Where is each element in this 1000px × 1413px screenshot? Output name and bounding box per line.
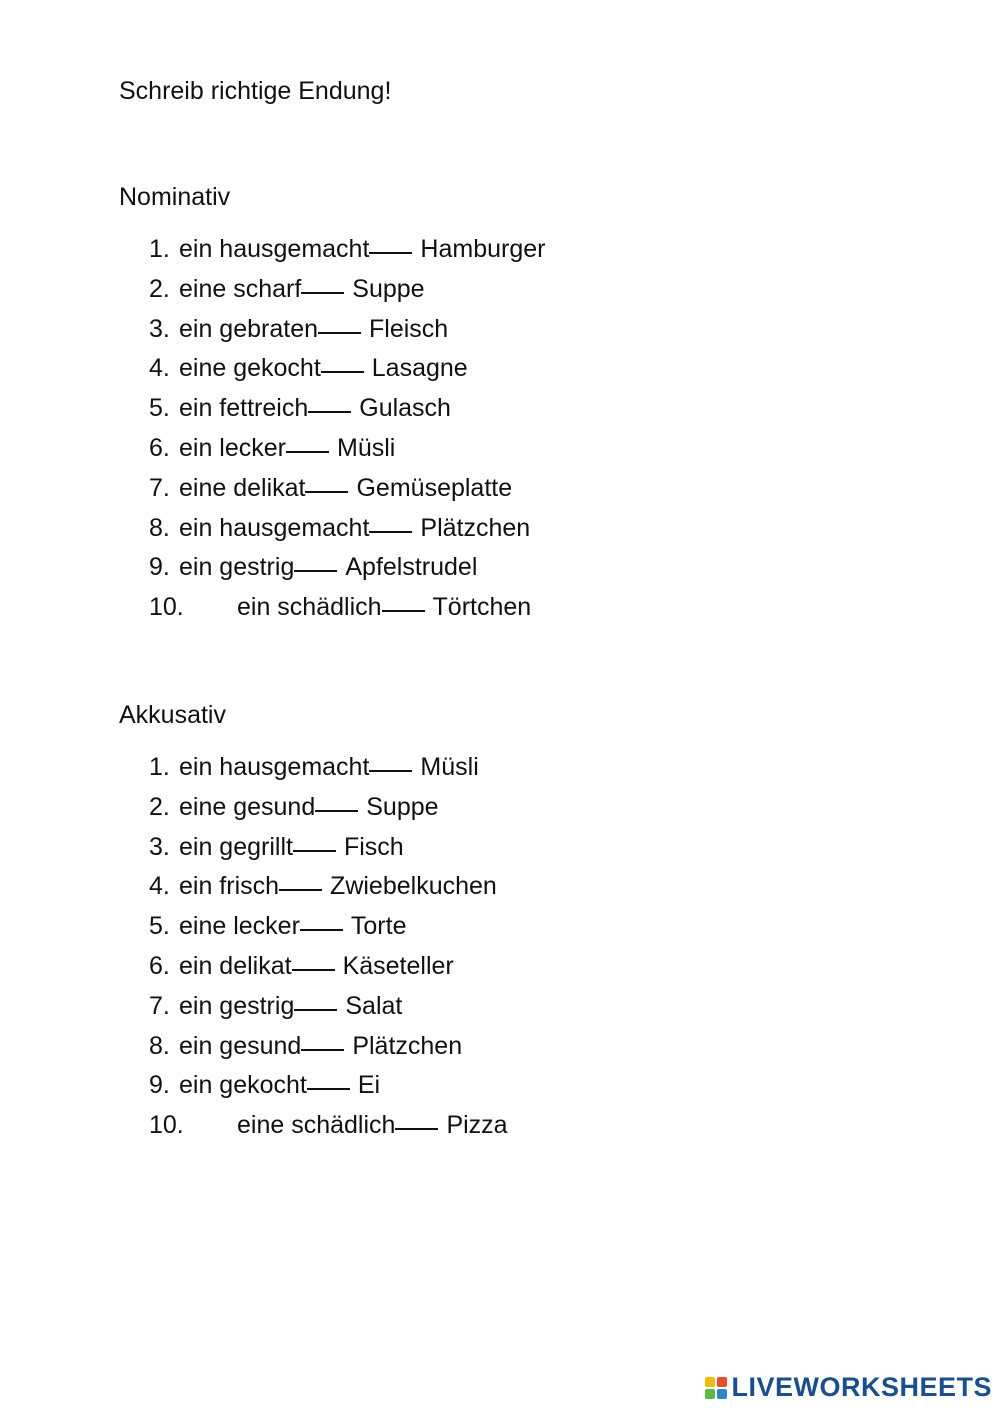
ending-blank[interactable] bbox=[369, 531, 412, 533]
logo-block bbox=[717, 1389, 727, 1399]
item-number: 2. bbox=[149, 274, 170, 303]
logo-block bbox=[705, 1377, 715, 1387]
item-number: 10. bbox=[149, 1111, 184, 1140]
item-noun: Törtchen bbox=[432, 593, 532, 622]
ending-blank[interactable] bbox=[292, 969, 335, 971]
item-number: 4. bbox=[149, 872, 170, 901]
logo-text: LIVEWORKSHEETS bbox=[731, 1372, 992, 1402]
item-noun: Plätzchen bbox=[420, 513, 531, 542]
item-noun: Gemüseplatte bbox=[356, 473, 513, 502]
item-number: 5. bbox=[149, 394, 170, 423]
item-noun: Zwiebelkuchen bbox=[330, 872, 497, 901]
item-noun: Müsli bbox=[337, 433, 396, 462]
exercise-item bbox=[149, 1068, 508, 1108]
ending-blank[interactable] bbox=[369, 252, 412, 254]
ending-blank[interactable] bbox=[369, 770, 412, 772]
exercise-item bbox=[149, 1029, 508, 1069]
item-adjective-stem: eine schädlich bbox=[237, 1111, 396, 1140]
item-adjective-stem: ein lecker bbox=[179, 433, 286, 462]
item-noun: Fisch bbox=[343, 832, 404, 861]
item-adjective-stem: ein frisch bbox=[179, 872, 280, 901]
item-adjective-stem: ein gestrig bbox=[179, 553, 295, 582]
section-heading-akkusativ: Akkusativ bbox=[119, 701, 226, 729]
item-number: 6. bbox=[149, 951, 170, 980]
item-noun: Hamburger bbox=[420, 235, 546, 263]
ending-blank[interactable] bbox=[294, 570, 337, 572]
exercise-item bbox=[149, 909, 508, 949]
item-number: 1. bbox=[149, 753, 170, 781]
ending-blank[interactable] bbox=[382, 610, 425, 612]
item-number: 5. bbox=[149, 912, 170, 941]
exercise-item bbox=[149, 830, 508, 870]
exercise-item bbox=[149, 471, 545, 511]
ending-blank[interactable] bbox=[321, 371, 364, 373]
item-number: 9. bbox=[149, 1071, 170, 1100]
item-noun: Torte bbox=[350, 912, 407, 941]
item-adjective-stem: ein gebraten bbox=[179, 314, 319, 343]
exercise-item bbox=[149, 272, 545, 312]
ending-blank[interactable] bbox=[286, 451, 329, 453]
exercise-item bbox=[149, 590, 545, 630]
item-adjective-stem: ein hausgemacht bbox=[179, 235, 370, 263]
item-noun: Salat bbox=[345, 991, 403, 1020]
exercise-item bbox=[149, 949, 508, 989]
exercise-item bbox=[149, 511, 545, 551]
item-number: 6. bbox=[149, 433, 170, 462]
section-heading-nominativ: Nominativ bbox=[119, 183, 231, 211]
exercise-item bbox=[149, 1108, 508, 1148]
item-noun: Ei bbox=[357, 1071, 381, 1100]
item-noun: Lasagne bbox=[371, 354, 468, 383]
item-adjective-stem: eine gesund bbox=[179, 792, 316, 821]
exercise-item bbox=[149, 550, 545, 590]
item-number: 2. bbox=[149, 792, 170, 821]
item-number: 9. bbox=[149, 553, 170, 582]
ending-blank[interactable] bbox=[300, 929, 343, 931]
ending-blank[interactable] bbox=[395, 1128, 438, 1130]
item-adjective-stem: ein fettreich bbox=[179, 394, 309, 423]
ending-blank[interactable] bbox=[279, 889, 322, 891]
liveworksheets-logo bbox=[705, 1372, 992, 1403]
item-noun: Gulasch bbox=[359, 394, 451, 423]
exercise-item bbox=[149, 351, 545, 391]
item-number: 8. bbox=[149, 513, 170, 542]
item-adjective-stem: ein gesund bbox=[179, 1031, 302, 1060]
ending-blank[interactable] bbox=[305, 491, 348, 493]
item-noun: Suppe bbox=[366, 792, 439, 821]
exercise-list-nominativ bbox=[149, 232, 545, 630]
item-adjective-stem: eine scharf bbox=[179, 274, 302, 303]
ending-blank[interactable] bbox=[301, 292, 344, 294]
item-number: 10. bbox=[149, 593, 184, 622]
logo-block bbox=[705, 1389, 715, 1399]
item-noun: Suppe bbox=[352, 274, 425, 303]
instruction-text: Schreib richtige Endung! bbox=[119, 77, 392, 105]
item-noun: Fleisch bbox=[369, 314, 449, 343]
item-adjective-stem: ein schädlich bbox=[237, 593, 382, 622]
ending-blank[interactable] bbox=[301, 1049, 344, 1051]
exercise-item bbox=[149, 989, 508, 1029]
item-noun: Apfelstrudel bbox=[345, 553, 478, 582]
exercise-item bbox=[149, 312, 545, 352]
exercise-item bbox=[149, 391, 545, 431]
exercise-item bbox=[149, 790, 508, 830]
item-number: 7. bbox=[149, 991, 170, 1020]
exercise-item bbox=[149, 232, 545, 272]
item-number: 3. bbox=[149, 832, 170, 861]
item-noun: Käseteller bbox=[342, 951, 454, 980]
item-number: 4. bbox=[149, 354, 170, 383]
exercise-item bbox=[149, 431, 545, 471]
item-noun: Müsli bbox=[420, 753, 479, 781]
item-adjective-stem: ein gestrig bbox=[179, 991, 295, 1020]
item-adjective-stem: ein gekocht bbox=[179, 1071, 307, 1100]
item-adjective-stem: ein hausgemacht bbox=[179, 753, 370, 781]
item-number: 1. bbox=[149, 235, 170, 263]
ending-blank[interactable] bbox=[308, 411, 351, 413]
ending-blank[interactable] bbox=[318, 332, 361, 334]
item-adjective-stem: ein gegrillt bbox=[179, 832, 293, 861]
item-adjective-stem: ein delikat bbox=[179, 951, 292, 980]
ending-blank[interactable] bbox=[307, 1088, 350, 1090]
ending-blank[interactable] bbox=[293, 850, 336, 852]
item-adjective-stem: eine delikat bbox=[179, 473, 306, 502]
ending-blank[interactable] bbox=[294, 1009, 337, 1011]
logo-blocks-icon bbox=[705, 1377, 727, 1399]
item-adjective-stem: eine lecker bbox=[179, 912, 300, 941]
item-noun: Plätzchen bbox=[352, 1031, 463, 1060]
exercise-item bbox=[149, 750, 508, 790]
item-number: 7. bbox=[149, 473, 170, 502]
item-noun: Pizza bbox=[446, 1111, 508, 1140]
exercise-item bbox=[149, 869, 508, 909]
exercise-list-akkusativ bbox=[149, 750, 508, 1148]
item-number: 8. bbox=[149, 1031, 170, 1060]
ending-blank[interactable] bbox=[315, 810, 358, 812]
item-adjective-stem: ein hausgemacht bbox=[179, 513, 370, 542]
item-number: 3. bbox=[149, 314, 170, 343]
logo-block bbox=[717, 1377, 727, 1387]
item-adjective-stem: eine gekocht bbox=[179, 354, 321, 383]
